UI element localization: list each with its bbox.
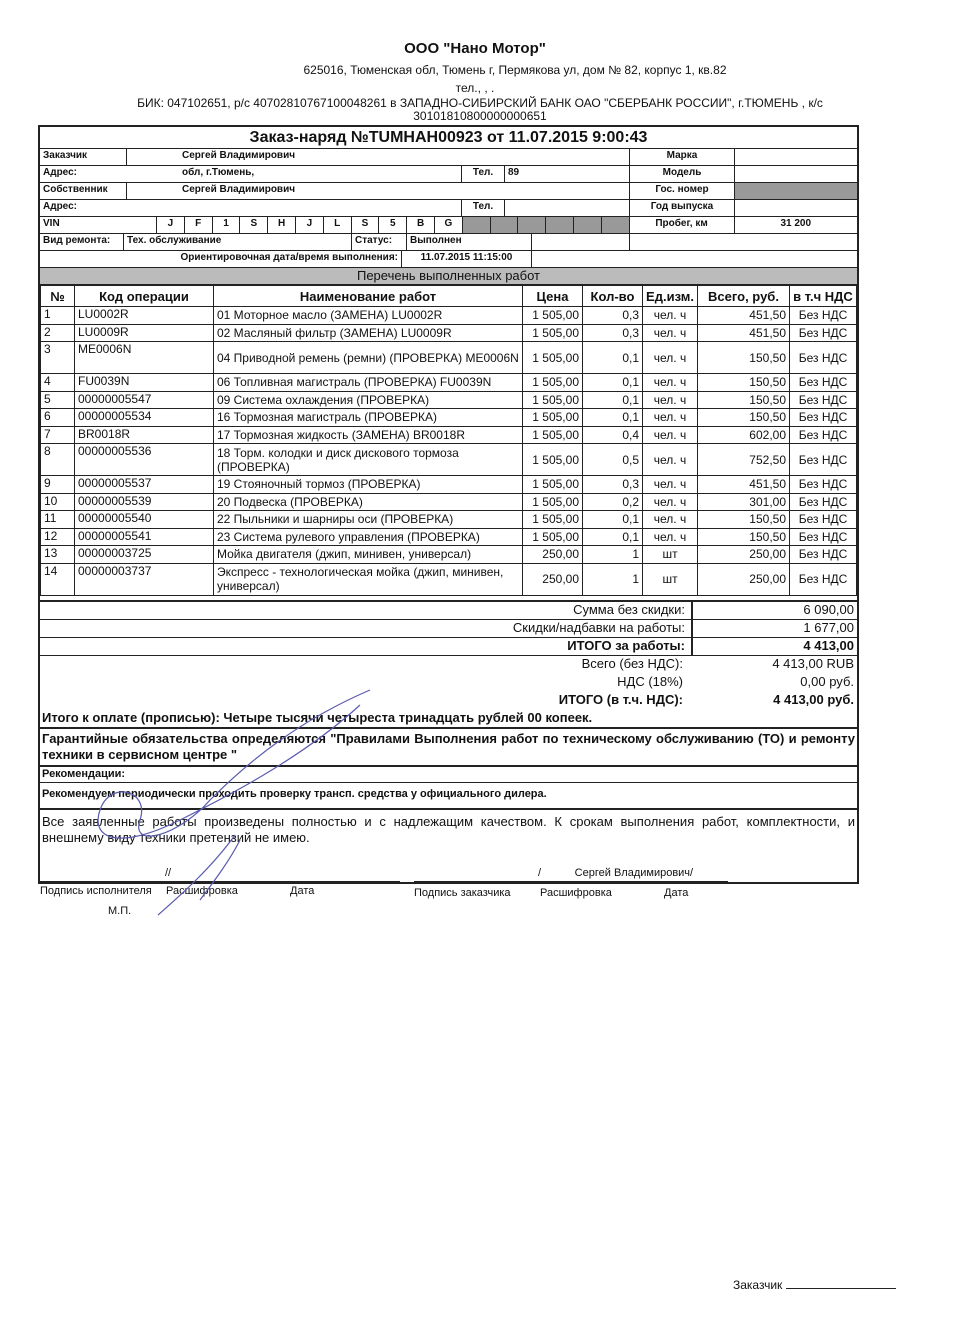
column-header: Цена bbox=[523, 286, 583, 307]
status-value: Выполнен bbox=[407, 234, 532, 250]
acceptance-text: Все заявленные работы произведены полностью и с надлежащим качеством. К срокам выполнения работ, комплектности, и внешнему виду техники претензий не имею. bbox=[40, 808, 857, 850]
stamp-label: М.П. bbox=[108, 904, 132, 917]
cell: ME0006N bbox=[75, 342, 214, 374]
amount-in-words: Итого к оплате (прописью): Четыре тысячи четыреста тринадцать рублей 00 копеек. bbox=[42, 709, 593, 725]
cell: 02 Масляный фильтр (ЗАМЕНА) LU0009R bbox=[214, 324, 523, 342]
cell: 00000005534 bbox=[75, 409, 214, 427]
vin-char: H bbox=[268, 217, 296, 233]
owner-row bbox=[40, 183, 857, 200]
cell: 1 505,00 bbox=[523, 374, 583, 392]
cell: Без НДС bbox=[790, 409, 857, 427]
cell: 04 Приводной ремень (ремни) (ПРОВЕРКА) ME0006N bbox=[214, 342, 523, 374]
cell: 23 Система рулевого управления (ПРОВЕРКА) bbox=[214, 528, 523, 546]
cell: 451,50 bbox=[698, 324, 790, 342]
vin-char: B bbox=[407, 217, 435, 233]
owner-address-label: Адрес: bbox=[40, 200, 462, 216]
exec-decode-label: Расшифровка bbox=[166, 884, 238, 897]
table-row bbox=[41, 444, 857, 476]
cell: 250,00 bbox=[698, 563, 790, 595]
signature-block bbox=[40, 850, 857, 960]
table-row bbox=[41, 307, 857, 325]
cell: 0,3 bbox=[583, 307, 643, 325]
cell: чел. ч bbox=[643, 426, 698, 444]
cell: 18 Торм. колодки и диск дискового тормоза (ПРОВЕРКА) bbox=[214, 444, 523, 476]
cell: чел. ч bbox=[643, 374, 698, 392]
cell: Без НДС bbox=[790, 307, 857, 325]
exec-slash: // bbox=[165, 866, 172, 879]
column-header: Наименование работ bbox=[214, 286, 523, 307]
model-value bbox=[735, 166, 857, 182]
company-address: 625016, Тюменская обл, Тюмень г, Пермякова ул, дом № 82, корпус 1, кв.82 bbox=[303, 63, 727, 77]
table-row bbox=[41, 476, 857, 494]
table-row bbox=[41, 342, 857, 374]
table-row bbox=[41, 391, 857, 409]
cust-date-label: Дата bbox=[664, 886, 689, 899]
column-header: Код операции bbox=[75, 286, 214, 307]
cell: Без НДС bbox=[790, 563, 857, 595]
company-bank: БИК: 047102651, р/с 40702810767100048261 в ЗАПАДНО-СИБИРСКИЙ БАНК ОАО "СБЕРБАНК РОССИИ", г.ТЮМЕНЬ , к/с bbox=[137, 96, 823, 110]
sum-row bbox=[40, 602, 857, 620]
cell: 752,50 bbox=[698, 444, 790, 476]
cell: 0,1 bbox=[583, 511, 643, 529]
works-title: Перечень выполненных работ bbox=[40, 268, 857, 285]
column-header: № bbox=[41, 286, 75, 307]
table-row bbox=[41, 563, 857, 595]
cell: 5 bbox=[41, 391, 75, 409]
vin-char: 5 bbox=[379, 217, 407, 233]
cell: 250,00 bbox=[698, 546, 790, 564]
customer-label: Заказчик bbox=[40, 149, 127, 165]
repair-row bbox=[40, 234, 857, 251]
table-row bbox=[41, 324, 857, 342]
cell: 301,00 bbox=[698, 493, 790, 511]
repair-type-value: Тех. обслуживание bbox=[124, 234, 352, 250]
novat-row bbox=[40, 656, 857, 674]
discount-label: Скидки/надбавки на работы: bbox=[40, 620, 693, 637]
cell: Без НДС bbox=[790, 493, 857, 511]
vin-char-redacted bbox=[518, 217, 546, 233]
cell: 1 505,00 bbox=[523, 444, 583, 476]
company-name: ООО "Нано Мотор" bbox=[404, 40, 546, 57]
cell: 1 505,00 bbox=[523, 409, 583, 427]
cell: 1 bbox=[583, 546, 643, 564]
column-header: в т.ч НДС bbox=[790, 286, 857, 307]
cell: 0,1 bbox=[583, 528, 643, 546]
model-label: Модель bbox=[630, 166, 735, 182]
plate-value-redacted bbox=[735, 183, 857, 199]
exec-sign-label: Подпись исполнителя bbox=[40, 884, 152, 897]
vat-value: 0,00 руб. bbox=[800, 673, 854, 689]
year-label: Год выпуска bbox=[630, 200, 735, 216]
cell: 1 505,00 bbox=[523, 324, 583, 342]
plate-label: Гос. номер bbox=[630, 183, 735, 199]
vin-char: L bbox=[324, 217, 352, 233]
works-table bbox=[40, 285, 857, 596]
empty-cell bbox=[630, 234, 857, 250]
tel-label: Тел. bbox=[462, 166, 505, 182]
cell: Мойка двигателя (джип, минивен, универсал) bbox=[214, 546, 523, 564]
cust-sign-label: Подпись заказчика bbox=[414, 886, 511, 899]
cell: Без НДС bbox=[790, 426, 857, 444]
cell: 8 bbox=[41, 444, 75, 476]
vin-char-redacted bbox=[602, 217, 630, 233]
cell: Без НДС bbox=[790, 374, 857, 392]
cell: FU0039N bbox=[75, 374, 214, 392]
company-phone: тел., , . bbox=[455, 81, 495, 95]
customer-row bbox=[40, 149, 857, 166]
vin-char-redacted bbox=[546, 217, 574, 233]
cell: 0,3 bbox=[583, 476, 643, 494]
cell: 1 505,00 bbox=[523, 391, 583, 409]
cell: LU0002R bbox=[75, 307, 214, 325]
cell: 150,50 bbox=[698, 528, 790, 546]
discount-row bbox=[40, 620, 857, 638]
sum-label: Сумма без скидки: bbox=[40, 602, 693, 619]
tel-value: 89 bbox=[505, 166, 630, 182]
footer-customer bbox=[733, 1278, 896, 1292]
cell: 0,1 bbox=[583, 409, 643, 427]
novat-label: Всего (без НДС): bbox=[581, 655, 683, 671]
cell: 00000005540 bbox=[75, 511, 214, 529]
cell: 150,50 bbox=[698, 409, 790, 427]
owner-tel-value bbox=[505, 200, 630, 216]
cell: 3 bbox=[41, 342, 75, 374]
table-row bbox=[41, 511, 857, 529]
cell: 00000005539 bbox=[75, 493, 214, 511]
cell: 150,50 bbox=[698, 342, 790, 374]
eta-value: 11.07.2015 11:15:00 bbox=[402, 251, 532, 267]
cell: 1 505,00 bbox=[523, 426, 583, 444]
cell: шт bbox=[643, 563, 698, 595]
column-header: Всего, руб. bbox=[698, 286, 790, 307]
work-order bbox=[38, 125, 859, 917]
company-ks: 30101810800000000651 bbox=[413, 109, 547, 123]
recommendations-label: Рекомендации: bbox=[40, 765, 857, 782]
repair-type-label: Вид ремонта: bbox=[40, 234, 124, 250]
table-row bbox=[41, 426, 857, 444]
table-row bbox=[41, 374, 857, 392]
vat-label: НДС (18%) bbox=[617, 673, 683, 689]
vin-char-redacted bbox=[463, 217, 491, 233]
cell: 6 bbox=[41, 409, 75, 427]
cell: 06 Топливная магистраль (ПРОВЕРКА) FU0039N bbox=[214, 374, 523, 392]
customer-value: Сергей Владимирович bbox=[127, 149, 630, 165]
cell: 1 505,00 bbox=[523, 511, 583, 529]
cell: чел. ч bbox=[643, 476, 698, 494]
cell: 14 bbox=[41, 563, 75, 595]
status-label: Статус: bbox=[352, 234, 407, 250]
vin-char: G bbox=[435, 217, 463, 233]
sum-value: 6 090,00 bbox=[803, 601, 854, 617]
table-row bbox=[41, 528, 857, 546]
column-header: Кол-во bbox=[583, 286, 643, 307]
cell: 00000005541 bbox=[75, 528, 214, 546]
eta-label: Ориентировочная дата/время выполнения: bbox=[40, 251, 402, 267]
empty-cell bbox=[532, 251, 857, 267]
vin-label: VIN bbox=[40, 217, 157, 233]
cell: 00000003725 bbox=[75, 546, 214, 564]
cell: 12 bbox=[41, 528, 75, 546]
vin-char-redacted bbox=[491, 217, 519, 233]
cell: 250,00 bbox=[523, 546, 583, 564]
cell: чел. ч bbox=[643, 324, 698, 342]
cell: 17 Тормозная жидкость (ЗАМЕНА) BR0018R bbox=[214, 426, 523, 444]
owner-address-row bbox=[40, 200, 857, 217]
cell: 1 505,00 bbox=[523, 342, 583, 374]
grand-label: ИТОГО (в т.ч. НДС): bbox=[558, 691, 683, 707]
cust-decode-label: Расшифровка bbox=[540, 886, 612, 899]
customer-name-sign: / Сергей Владимирович/ bbox=[538, 866, 694, 879]
recommendations-text: Рекомендуем периодически проходить проверку трансп. средства у официального дилера. bbox=[40, 782, 857, 808]
cell: 00000003737 bbox=[75, 563, 214, 595]
cell: 1 505,00 bbox=[523, 493, 583, 511]
cell: 451,50 bbox=[698, 307, 790, 325]
cell: Экспресс - технологическая мойка (джип, минивен, универсал) bbox=[214, 563, 523, 595]
cell: 0,1 bbox=[583, 342, 643, 374]
warranty-text: Гарантийные обязательства определяются "Правилами Выполнения работ по техническому обслуживанию (ТО) и ремонту техники в сервисном центре " bbox=[40, 727, 857, 765]
cell: 1 505,00 bbox=[523, 476, 583, 494]
owner-label: Собственник bbox=[40, 183, 127, 199]
grand-value: 4 413,00 руб. bbox=[773, 691, 854, 707]
cell: 00000005537 bbox=[75, 476, 214, 494]
cell: 0,1 bbox=[583, 391, 643, 409]
cell: 11 bbox=[41, 511, 75, 529]
cell: BR0018R bbox=[75, 426, 214, 444]
cell: 451,50 bbox=[698, 476, 790, 494]
cell: Без НДС bbox=[790, 528, 857, 546]
footer-signature-line bbox=[786, 1288, 896, 1289]
vin-char: J bbox=[296, 217, 324, 233]
vin-row bbox=[40, 217, 857, 234]
cell: 4 bbox=[41, 374, 75, 392]
cell: Без НДС bbox=[790, 324, 857, 342]
cell: 1 bbox=[41, 307, 75, 325]
exec-date-label: Дата bbox=[290, 884, 315, 897]
cell: чел. ч bbox=[643, 307, 698, 325]
cell: 00000005536 bbox=[75, 444, 214, 476]
cell: чел. ч bbox=[643, 391, 698, 409]
order-title: Заказ-наряд №TUMHAH00923 от 11.07.2015 9:00:43 bbox=[40, 127, 857, 149]
vin-char: S bbox=[352, 217, 380, 233]
cell: чел. ч bbox=[643, 444, 698, 476]
grand-row bbox=[40, 692, 857, 710]
cell: 13 bbox=[41, 546, 75, 564]
cell: 0,5 bbox=[583, 444, 643, 476]
cell: Без НДС bbox=[790, 342, 857, 374]
total-row bbox=[40, 638, 857, 656]
cell: 1 505,00 bbox=[523, 528, 583, 546]
cell: 20 Подвеска (ПРОВЕРКА) bbox=[214, 493, 523, 511]
vat-row bbox=[40, 674, 857, 692]
novat-value: 4 413,00 RUB bbox=[772, 655, 854, 671]
cell: Без НДС bbox=[790, 391, 857, 409]
total-value: 4 413,00 bbox=[803, 637, 854, 653]
cell: Без НДС bbox=[790, 511, 857, 529]
vin-char-redacted bbox=[574, 217, 602, 233]
empty-cell bbox=[532, 234, 630, 250]
address-value: обл, г.Тюмень, bbox=[127, 166, 462, 182]
cell: 1 bbox=[583, 563, 643, 595]
make-label: Марка bbox=[630, 149, 735, 165]
cell: 1 505,00 bbox=[523, 307, 583, 325]
cell: 19 Стояночный тормоз (ПРОВЕРКА) bbox=[214, 476, 523, 494]
cell: 7 bbox=[41, 426, 75, 444]
cell: 0,1 bbox=[583, 374, 643, 392]
cell: Без НДС bbox=[790, 476, 857, 494]
vin-char: S bbox=[240, 217, 268, 233]
cell: 9 bbox=[41, 476, 75, 494]
cell: 01 Моторное масло (ЗАМЕНА) LU0002R bbox=[214, 307, 523, 325]
mileage-label: Пробег, км bbox=[630, 217, 735, 233]
cell: 150,50 bbox=[698, 374, 790, 392]
mileage-value: 31 200 bbox=[780, 218, 812, 229]
cell: LU0009R bbox=[75, 324, 214, 342]
cell: 09 Система охлаждения (ПРОВЕРКА) bbox=[214, 391, 523, 409]
cell: 250,00 bbox=[523, 563, 583, 595]
vin-char: J bbox=[157, 217, 185, 233]
cell: 0,3 bbox=[583, 324, 643, 342]
cell: 16 Тормозная магистраль (ПРОВЕРКА) bbox=[214, 409, 523, 427]
cell: Без НДС bbox=[790, 546, 857, 564]
footer-customer-label: Заказчик bbox=[733, 1278, 783, 1292]
year-value bbox=[735, 200, 857, 216]
cell: 150,50 bbox=[698, 511, 790, 529]
cell: чел. ч bbox=[643, 511, 698, 529]
cell: 00000005547 bbox=[75, 391, 214, 409]
cell: чел. ч bbox=[643, 409, 698, 427]
vin-char: F bbox=[185, 217, 213, 233]
table-row bbox=[41, 546, 857, 564]
cell: чел. ч bbox=[643, 342, 698, 374]
total-label: ИТОГО за работы: bbox=[40, 638, 693, 655]
eta-row bbox=[40, 251, 857, 268]
cell: 150,50 bbox=[698, 391, 790, 409]
cell: Без НДС bbox=[790, 444, 857, 476]
cell: 22 Пыльники и шарниры оси (ПРОВЕРКА) bbox=[214, 511, 523, 529]
vin-char: 1 bbox=[213, 217, 241, 233]
cell: чел. ч bbox=[643, 528, 698, 546]
cell: 2 bbox=[41, 324, 75, 342]
cell: шт bbox=[643, 546, 698, 564]
cell: 602,00 bbox=[698, 426, 790, 444]
address-row bbox=[40, 166, 857, 183]
make-value bbox=[735, 149, 857, 165]
owner-tel-label: Тел. bbox=[462, 200, 505, 216]
cell: чел. ч bbox=[643, 493, 698, 511]
cell: 0,2 bbox=[583, 493, 643, 511]
discount-value: 1 677,00 bbox=[803, 619, 854, 635]
address-label: Адрес: bbox=[43, 167, 77, 178]
cell: 0,4 bbox=[583, 426, 643, 444]
column-header: Ед.изм. bbox=[643, 286, 698, 307]
table-row bbox=[41, 493, 857, 511]
table-row bbox=[41, 409, 857, 427]
cell: 10 bbox=[41, 493, 75, 511]
owner-value: Сергей Владимирович bbox=[127, 183, 630, 199]
